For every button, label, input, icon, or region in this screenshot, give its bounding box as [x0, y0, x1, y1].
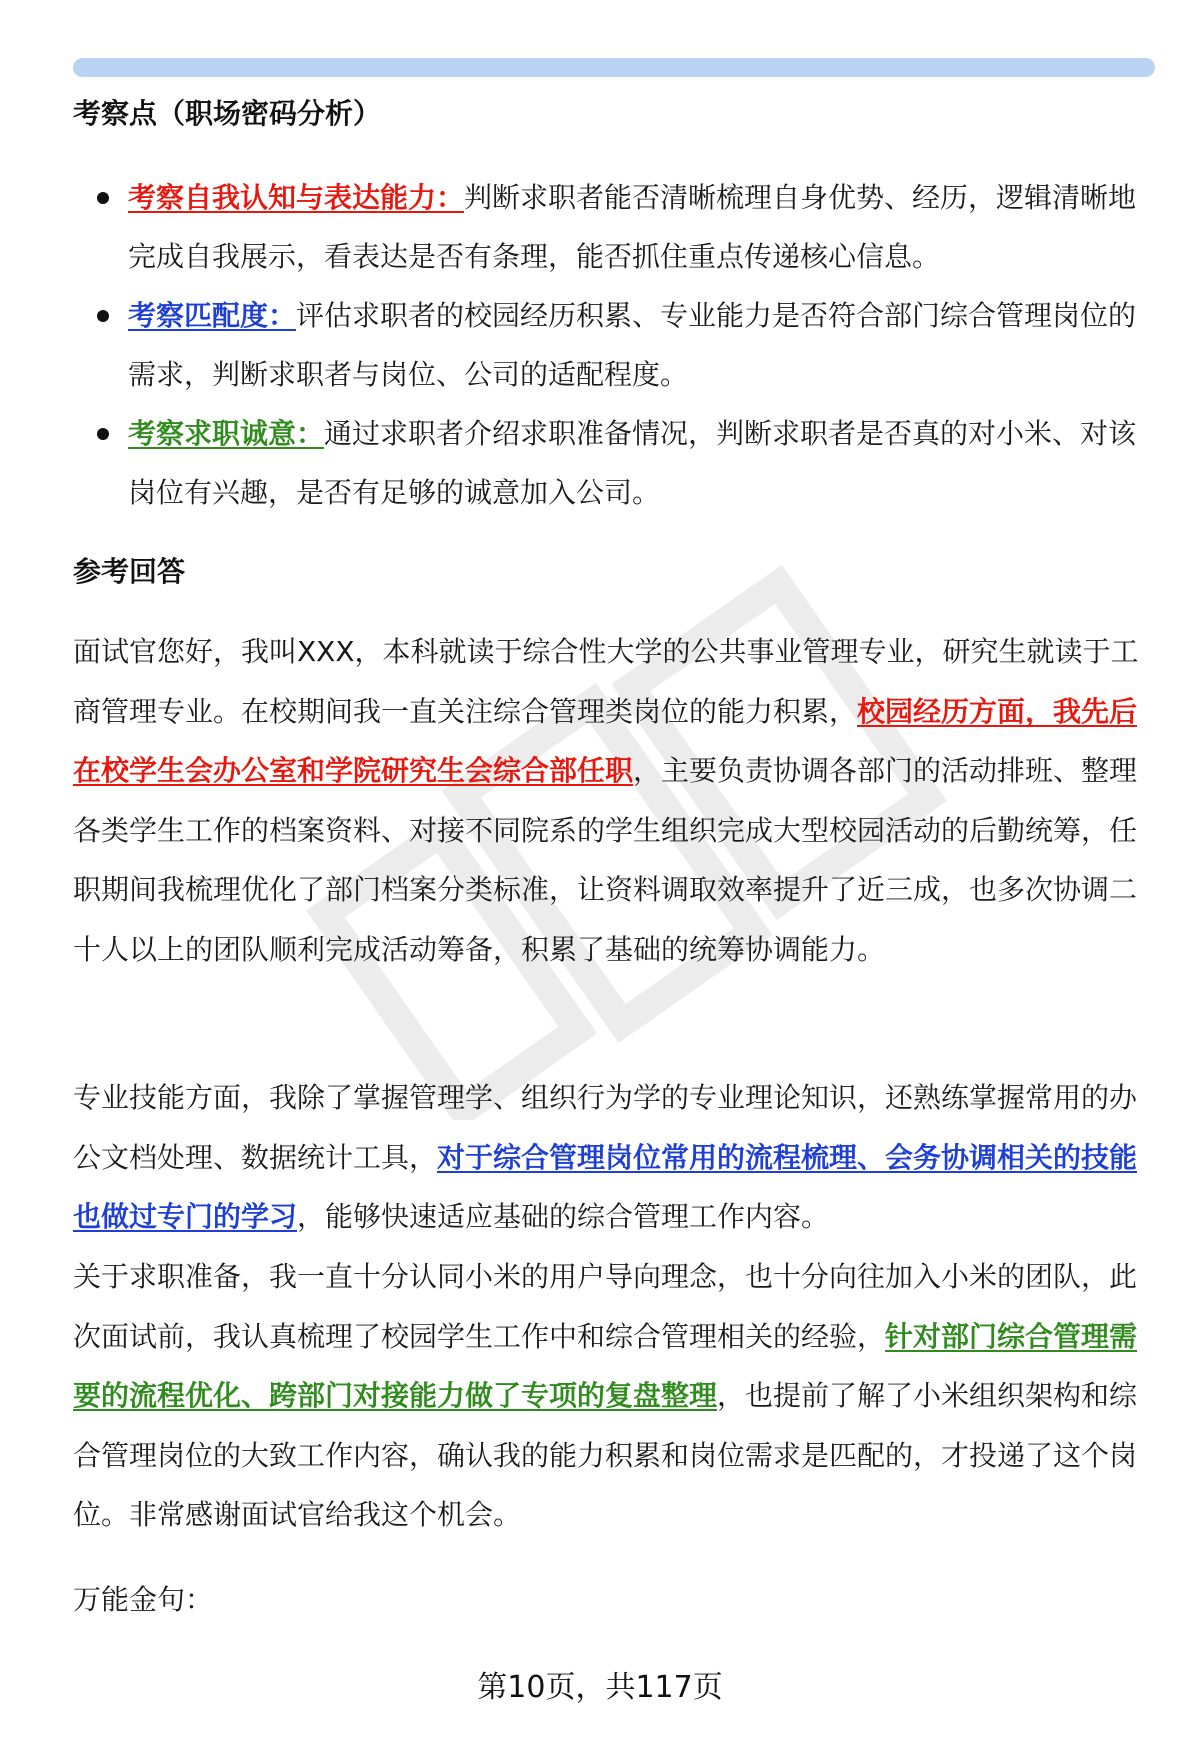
list-item — [73, 404, 1153, 522]
exam-point-label: 考察求职诚意： — [128, 417, 325, 450]
exam-point-text: 通过求职者介绍求职准备情况，判断求职者是否真的对小米、对该岗位有兴趣，是否有足够的诚意加入公司。 — [128, 417, 1137, 509]
paragraph-text: 专业技能方面，我除了掌握管理学、组织行为学的专业理论知识，还熟练掌握常用的办公文档处理、数据统计工具， — [73, 1081, 1138, 1174]
exam-points-list — [73, 168, 1153, 522]
list-item — [73, 168, 1153, 286]
highlight-text: 对于综合管理岗位常用的流程梳理、会务协调相关的技能也做过专门的学习 — [73, 1140, 1138, 1233]
paragraph-text: 面试官您好，我叫XXX，本科就读于综合性大学的公共事业管理专业，研究生就读于工商管理专业。在校期间我一直关注综合管理类岗位的能力积累， — [73, 635, 1139, 728]
reference-answer-heading: 参考回答 — [73, 555, 186, 588]
paragraph-text: ，能够快速适应基础的综合管理工作内容。 — [297, 1200, 830, 1233]
paragraph-text: ，主要负责协调各部门的活动排班、整理各类学生工作的档案资料、对接不同院系的学生组织完成大型校园活动的后勤统筹，任职期间我梳理优化了部门档案分类标准，让资料调取效率提升了近三成，也多次协调二十人以上的团队顺利完成活动筹备，积累了基础的统筹协调能力。 — [73, 754, 1138, 966]
exam-point-text: 判断求职者能否清晰梳理自身优势、经历，逻辑清晰地完成自我展示，看表达是否有条理，能否抓住重点传递核心信息。 — [128, 181, 1137, 273]
exam-point-text: 评估求职者的校园经历积累、专业能力是否符合部门综合管理岗位的需求，判断求职者与岗位、公司的适配程度。 — [128, 299, 1137, 391]
paragraph-text: ，也提前了解了小米组织架构和综合管理岗位的大致工作内容，确认我的能力积累和岗位需求是匹配的，才投递了这个岗位。非常感谢面试官给我这个机会。 — [73, 1379, 1138, 1531]
universal-phrases-label: 万能金句： — [73, 1583, 214, 1616]
answer-paragraph-2 — [73, 1068, 1155, 1247]
highlight-text: 校园经历方面，我先后在校学生会办公室和学院研究生会综合部任职 — [73, 694, 1138, 787]
list-item — [73, 286, 1153, 404]
highlight-text: 针对部门综合管理需要的流程优化、跨部门对接能力做了专项的复盘整理 — [73, 1319, 1138, 1412]
page-number: 第10页，共117页 — [477, 1670, 723, 1705]
answer-paragraph-3 — [73, 1247, 1155, 1545]
exam-point-label: 考察自我认知与表达能力： — [128, 181, 465, 214]
bullet-dot-icon — [97, 310, 109, 322]
answer-paragraph-1 — [73, 622, 1155, 979]
exam-points-heading: 考察点（职场密码分析） — [73, 97, 382, 130]
paragraph-text: 关于求职准备，我一直十分认同小米的用户导向理念，也十分向往加入小米的团队，此次面试前，我认真梳理了校园学生工作中和综合管理相关的经验， — [73, 1260, 1138, 1353]
header-bar — [73, 58, 1155, 77]
bullet-dot-icon — [97, 192, 109, 204]
exam-point-label: 考察匹配度： — [128, 299, 297, 332]
bullet-dot-icon — [97, 428, 109, 440]
